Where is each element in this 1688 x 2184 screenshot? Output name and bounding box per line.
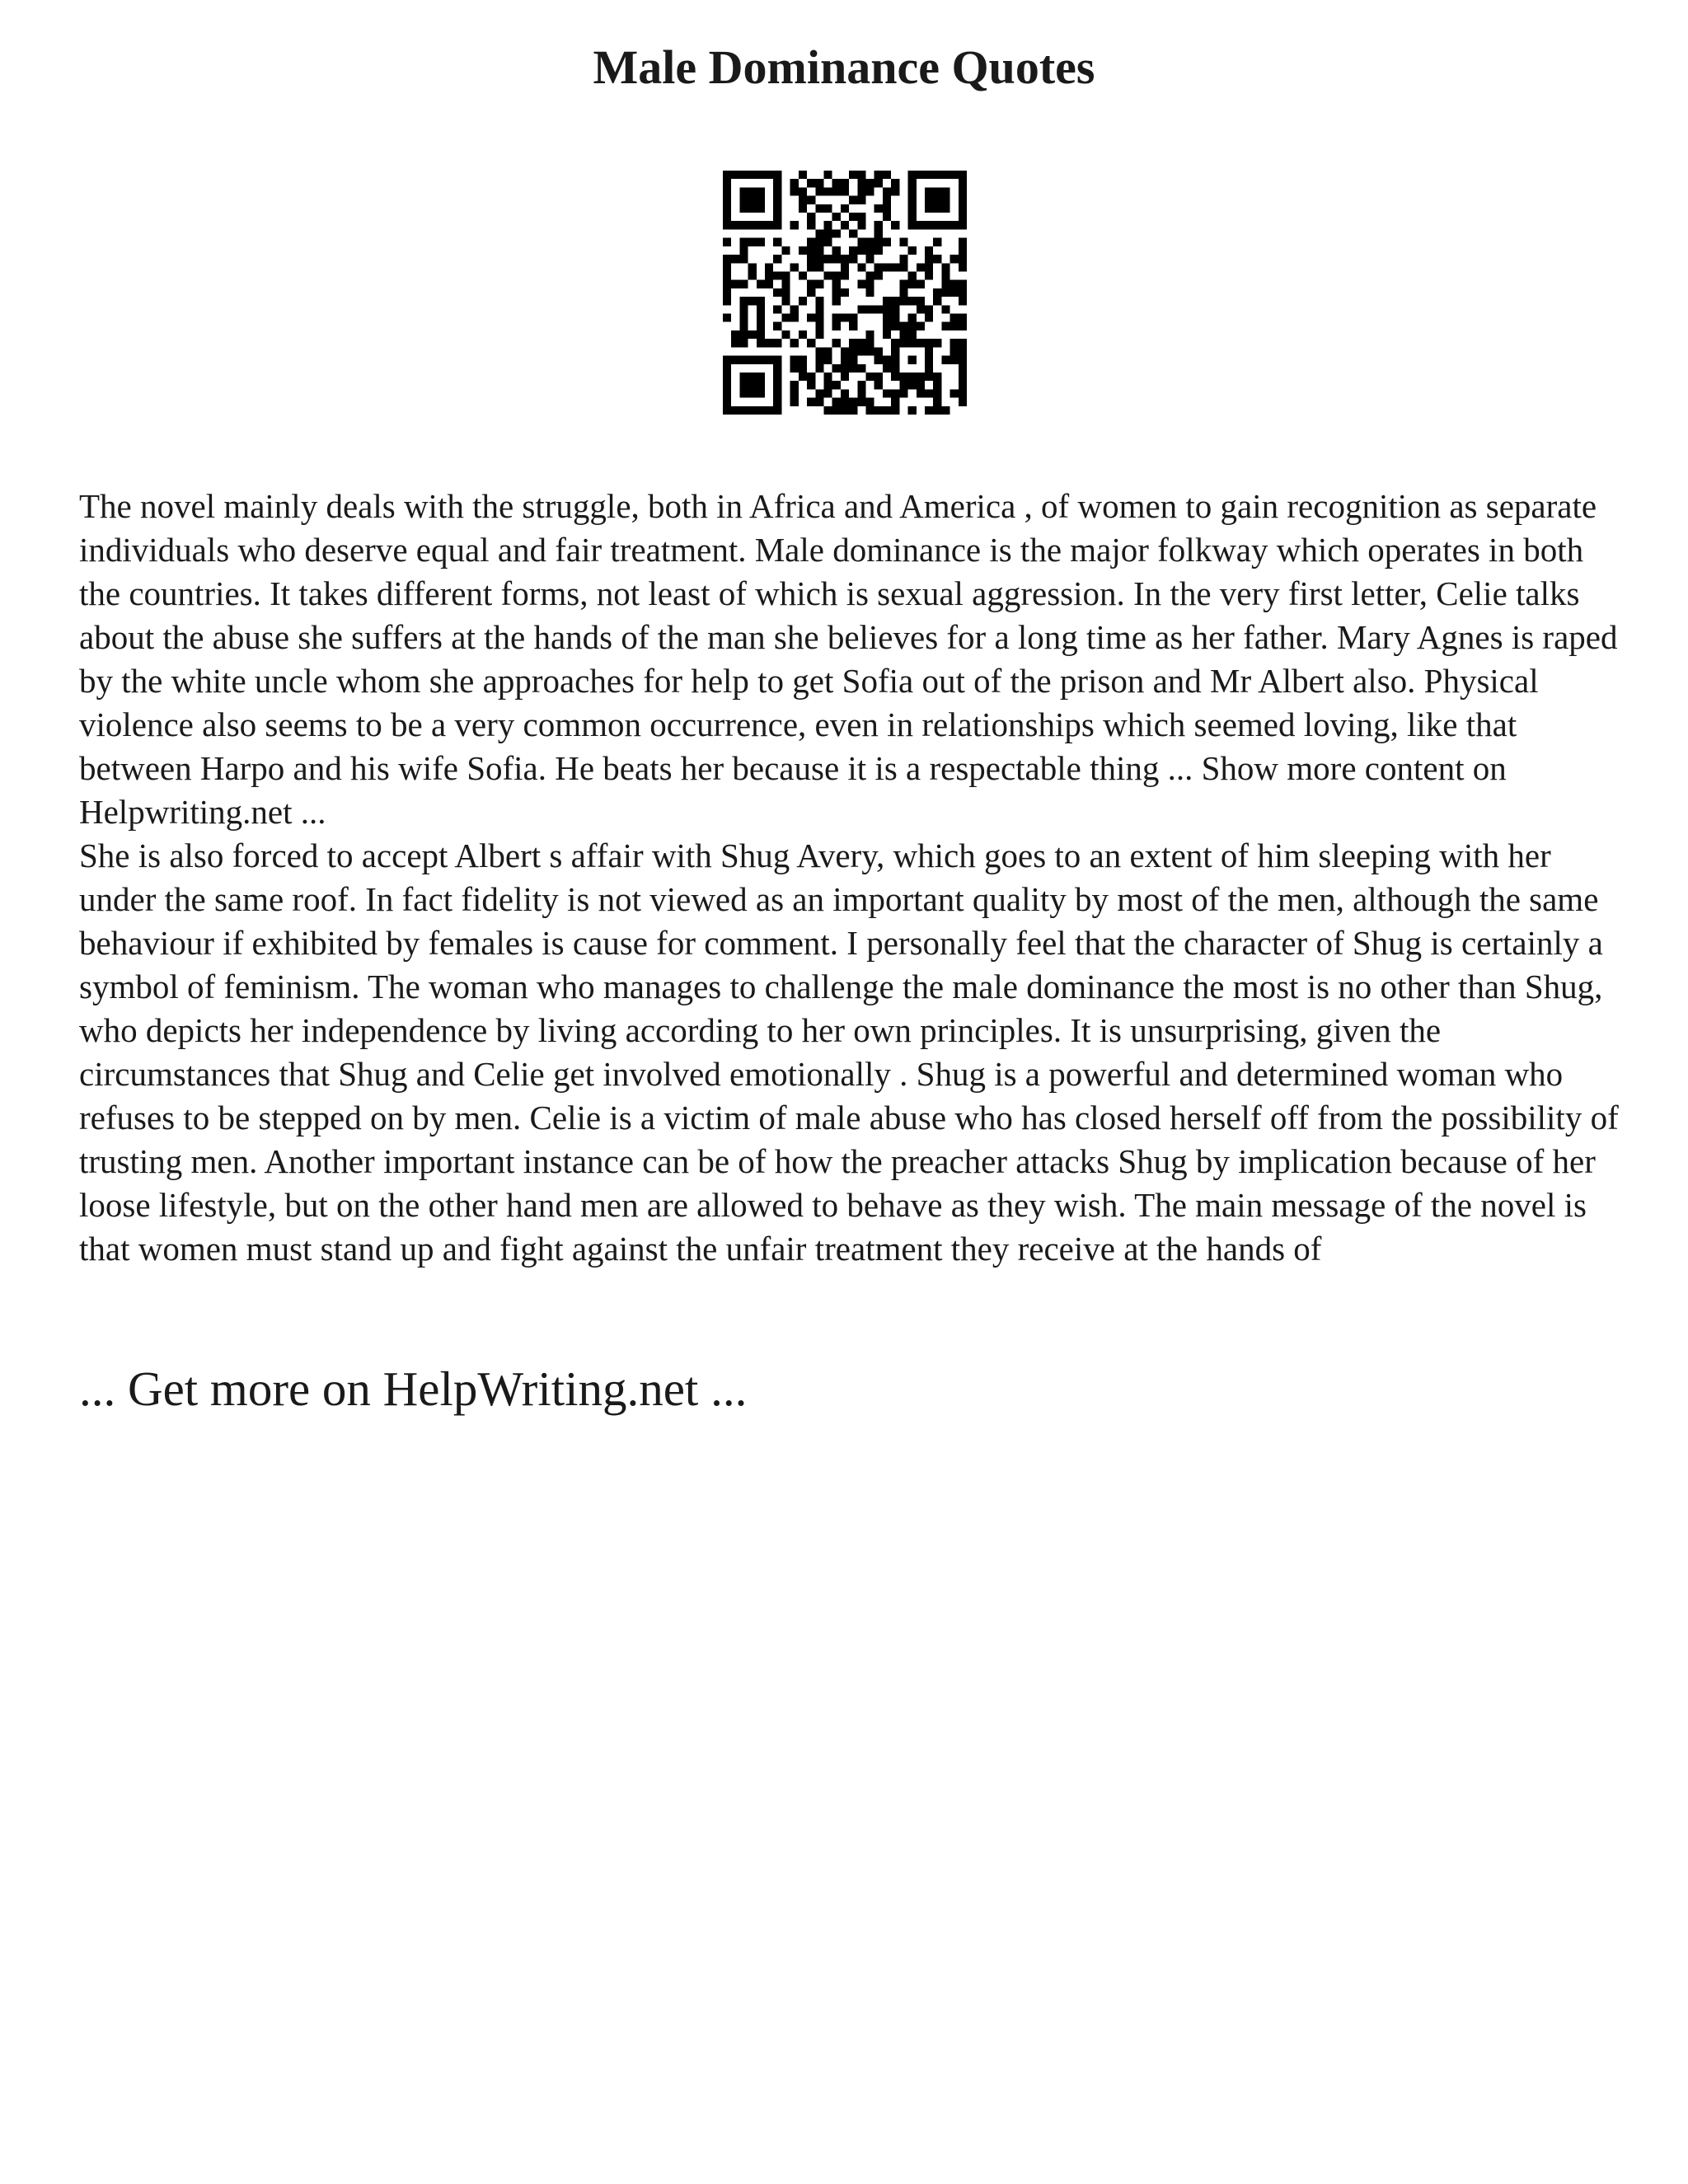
page-title: Male Dominance Quotes [593, 40, 1095, 94]
get-more-link[interactable]: ... Get more on HelpWriting.net ... [79, 1361, 748, 1416]
qr-code-icon [723, 171, 967, 415]
paragraph: The novel mainly deals with the struggle, both in Africa and America , of women to gain recognition as separate individuals who deserve equal and fair treatment. Male dominance is the major folkway which operates in both the countries. It takes different forms, not least of which is sexual aggression. In the very first letter, Celie talks about the abuse she suffers at the hands of the man she believes for a long time as her father. Mary Agnes is raped by the white uncle whom she approaches for help to get Sofia out of the prison and Mr Albert also. Physical violence also seems to be a very common occurrence, even in relationships which seemed loving, like that between Harpo and his wife Sofia. He beats her because it is a respectable thing ... Show more content on Helpwriting.net ... [79, 487, 1618, 831]
paragraph: She is also forced to accept Albert s affair with Shug Avery, which goes to an extent of him sleeping with her under the same roof. In fact fidelity is not viewed as an important quality by most of the men, although the same behaviour if exhibited by females is cause for comment. I personally feel that the character of Shug is certainly a symbol of feminism. The woman who manages to challenge the male dominance the most is no other than Shug, who depicts her independence by living according to her own principles. It is unsurprising, given the circumstances that Shug and Celie get involved emotionally . Shug is a powerful and determined woman who refuses to be stepped on by men. Celie is a victim of male abuse who has closed herself off from the possibility of trusting men. Another important instance can be of how the preacher attacks Shug by implication because of her loose lifestyle, but on the other hand men are allowed to behave as they wish. The main message of the novel is that women must stand up and fight against the unfair treatment they receive at the hands of [79, 837, 1619, 1268]
body-text [79, 485, 1629, 1271]
